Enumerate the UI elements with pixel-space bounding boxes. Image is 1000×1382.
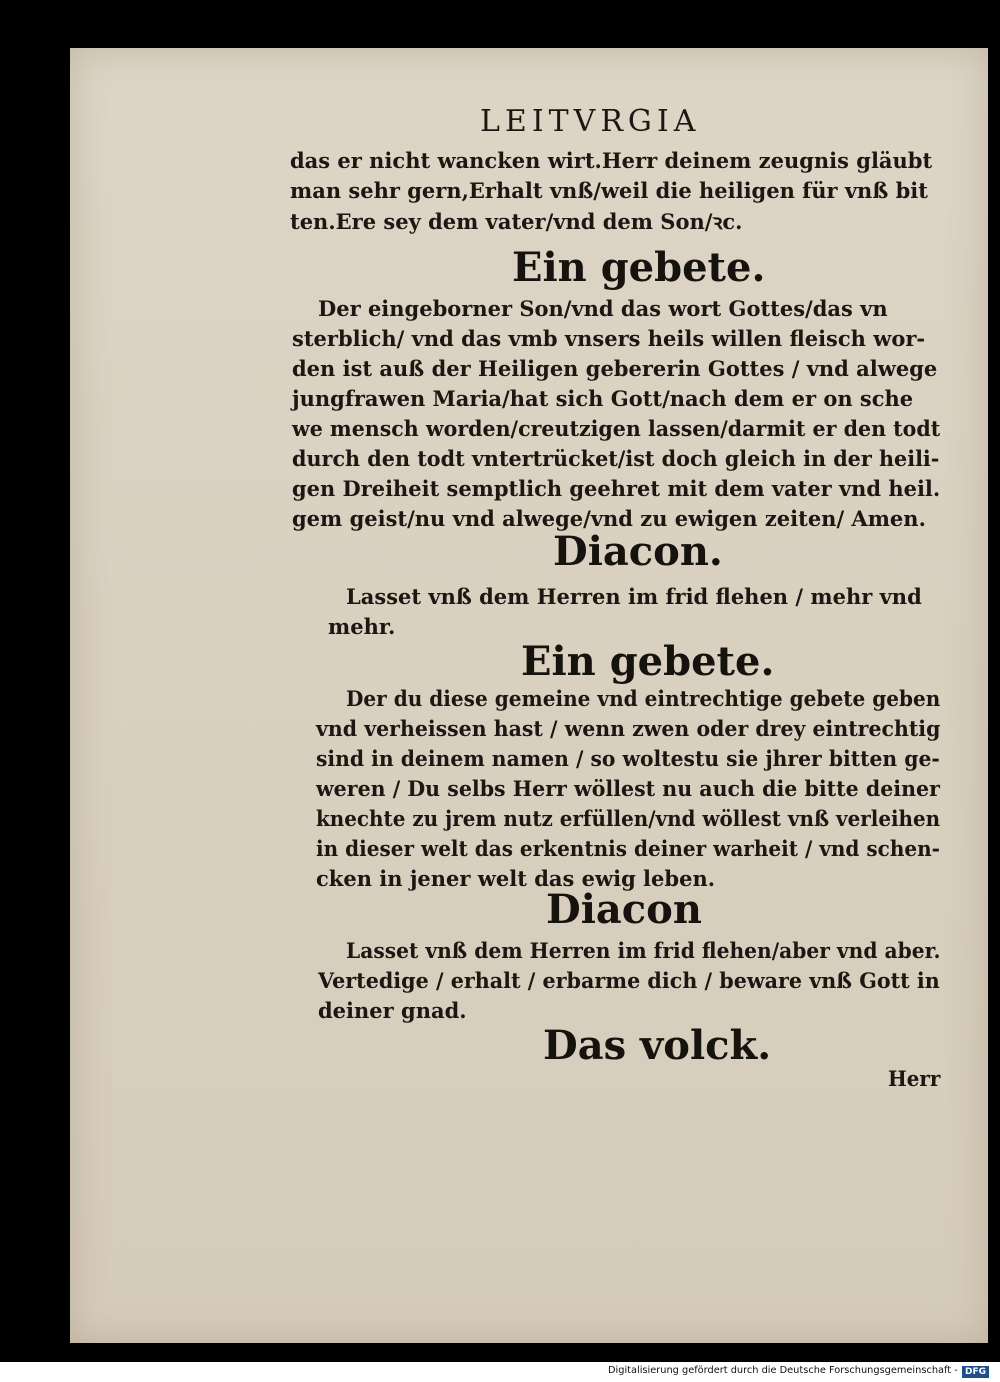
- text-line: Der eingeborner Son/vnd das wort Gottes/das vn: [318, 296, 888, 321]
- text-line: Lasset vnß dem Herren im frid flehen / mehr vnd: [346, 584, 922, 609]
- text-line: sind in deinem namen / so woltestu sie jhrer bitten ge-: [316, 746, 940, 771]
- text-line: Vertedige / erhalt / erbarme dich / beware vnß Gott in: [318, 968, 940, 993]
- text-line: in dieser welt das erkentnis deiner warheit / vnd schen-: [316, 836, 940, 861]
- text-line: Der du diese gemeine vnd eintrechtige gebete geben: [346, 686, 941, 711]
- text-line: ten.Ere sey dem vater/vnd dem Son/ꝛc.: [290, 209, 743, 234]
- section-heading: Ein gebete.: [521, 638, 775, 685]
- catchword: Herr: [888, 1066, 941, 1091]
- text-line: vnd verheissen hast / wenn zwen oder drey eintrechtig: [316, 716, 941, 741]
- text-line: durch den todt vntertrücket/ist doch gleich in der heili-: [292, 446, 940, 471]
- text-line: gen Dreiheit semptlich geehret mit dem vater vnd heil.: [292, 476, 941, 501]
- dfg-logo: DFG: [962, 1366, 989, 1378]
- text-line: jungfrawen Maria/hat sich Gott/nach dem er on sche: [292, 386, 914, 411]
- text-line: cken in jener welt das ewig leben.: [316, 866, 716, 891]
- text-line: weren / Du selbs Herr wöllest nu auch die bitte deiner: [316, 776, 940, 801]
- section-heading: Diacon: [546, 886, 702, 933]
- section-heading: Das volck.: [543, 1022, 772, 1069]
- section-heading: Ein gebete.: [512, 244, 766, 291]
- text-line: we mensch worden/creutzigen lassen/darmit er den todt: [292, 416, 941, 441]
- text-line: sterblich/ vnd das vmb vnsers heils willen fleisch wor-: [292, 326, 926, 351]
- text-line: gem geist/nu vnd alwege/vnd zu ewigen zeiten/ Amen.: [292, 506, 926, 531]
- running-header: LEITVRGIA: [480, 104, 701, 139]
- text-line: mehr.: [328, 614, 396, 639]
- text-line: Lasset vnß dem Herren im frid flehen/aber vnd aber.: [346, 938, 941, 963]
- text-line: deiner gnad.: [318, 998, 467, 1023]
- digitization-credit: Digitalisierung gefördert durch die Deutsche Forschungsgemeinschaft -: [608, 1365, 958, 1376]
- text-line: den ist auß der Heiligen gebererin Gottes / vnd alwege: [292, 356, 938, 381]
- text-line: knechte zu jrem nutz erfüllen/vnd wöllest vnß verleihen: [316, 806, 941, 831]
- section-heading: Diacon.: [553, 528, 723, 575]
- text-line: das er nicht wancken wirt.Herr deinem zeugnis gläubt: [290, 148, 933, 173]
- text-line: man sehr gern,Erhalt vnß/weil die heiligen für vnß bit: [290, 178, 928, 203]
